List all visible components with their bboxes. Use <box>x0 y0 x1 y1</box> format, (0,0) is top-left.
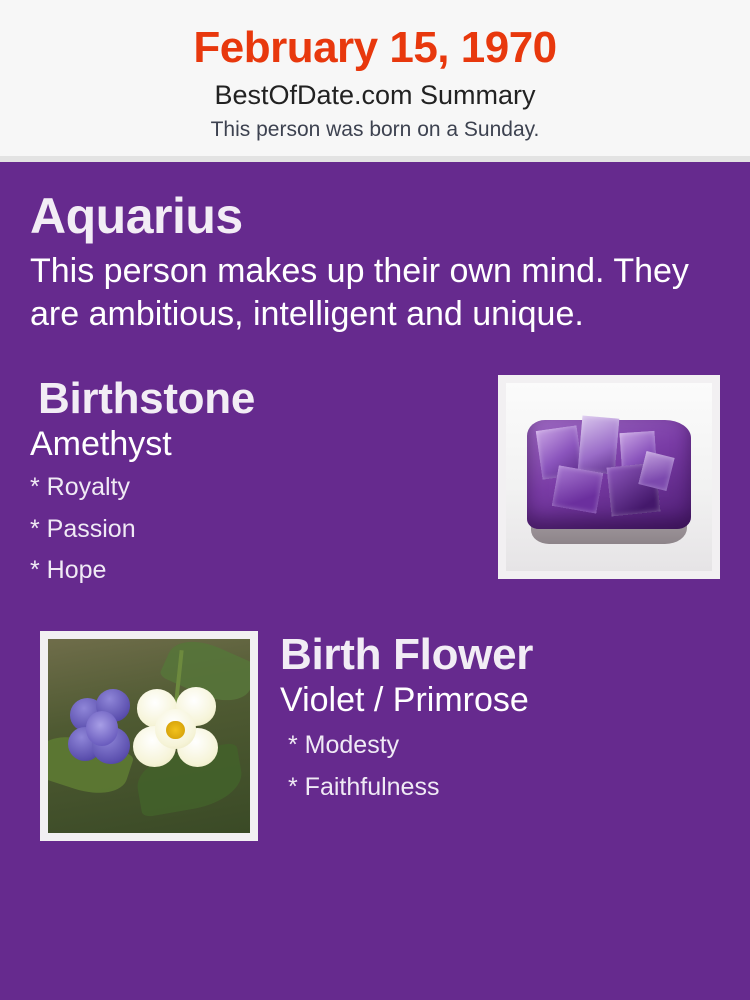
violet-petal-icon <box>86 711 118 745</box>
birthstone-title: Birthstone <box>38 373 256 423</box>
amethyst-crystal-icon <box>578 415 620 474</box>
birthflower-section <box>30 631 720 881</box>
birthstone-trait: * Passion <box>30 514 136 543</box>
birthstone-image-inner <box>506 383 712 571</box>
amethyst-icon <box>506 383 712 571</box>
birthflower-text <box>280 631 720 801</box>
zodiac-description: This person makes up their own mind. They are ambitious, intelligent and unique. <box>30 251 689 334</box>
zodiac-title: Aquarius <box>30 187 243 244</box>
birthstone-image <box>498 375 720 579</box>
zodiac-section <box>30 188 720 337</box>
birth-day-note: This person was born on a Sunday. <box>210 117 540 141</box>
site-name: BestOfDate.com Summary <box>214 79 536 110</box>
birthstone-trait: * Royalty <box>30 473 131 502</box>
birthstone-name: Amethyst <box>30 425 172 464</box>
flower-scene-icon <box>48 639 250 833</box>
birthstone-trait: * Hope <box>30 556 107 585</box>
header <box>0 0 750 156</box>
page-title: February 15, 1970 <box>193 23 557 72</box>
birthflower-image <box>40 631 258 841</box>
birthflower-title: Birth Flower <box>280 629 534 679</box>
amethyst-crystal-icon <box>552 466 604 515</box>
birthflower-trait: * Faithfulness <box>288 772 440 801</box>
birthstone-text <box>30 375 460 585</box>
birthstone-section <box>30 375 720 595</box>
birthflower-name: Violet / Primrose <box>280 681 529 720</box>
content-panel <box>0 162 750 1000</box>
primrose-flower-icon <box>133 685 226 778</box>
birthflower-trait: * Modesty <box>288 731 400 760</box>
primrose-center-icon <box>166 721 185 740</box>
birthflower-image-inner <box>48 639 250 833</box>
